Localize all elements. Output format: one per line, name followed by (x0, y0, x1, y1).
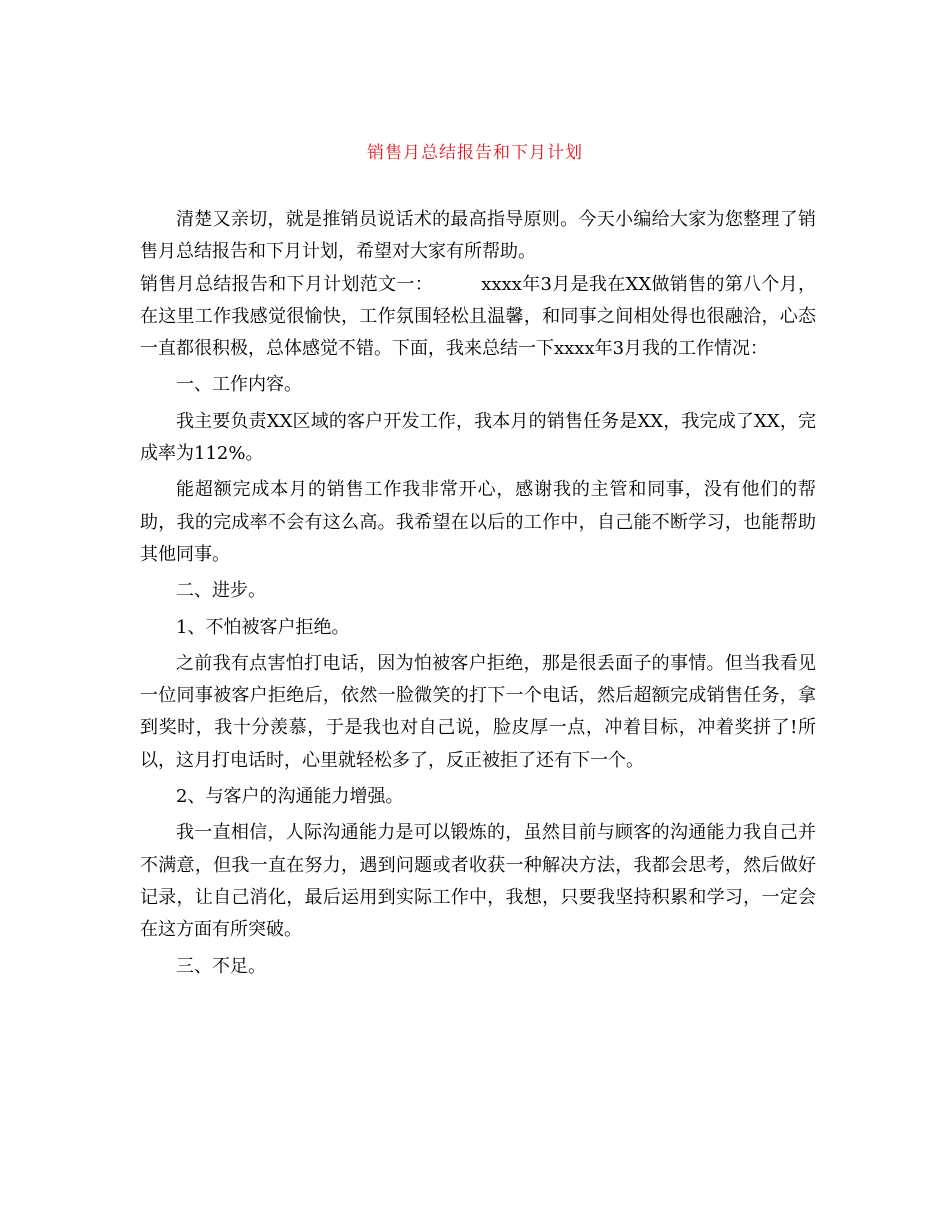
document-title: 销售月总结报告和下月计划 (367, 143, 583, 163)
paragraph-thanks: 能超额完成本月的销售工作我非常开心，感谢我的主管和同事，没有他们的帮助，我的完成率不会有这么高。我希望在以后的工作中，自己能不断学习，也能帮助其他同事。 (140, 479, 816, 565)
paragraph-not-afraid: 之前我有点害怕打电话，因为怕被客户拒绝，那是很丢面子的事情。但当我看见一位同事被客户拒绝后，依然一脸微笑的打下一个电话，然后超额完成销售任务，拿到奖时，我十分羡慕，于是我也对自己说，脸皮厚一点，冲着目标，冲着奖拼了!所以，这月打电话时，心里就轻松多了，反正被拒了还有下一个。 (140, 652, 816, 771)
paragraph-communication: 我一直相信，人际沟通能力是可以锻炼的，虽然目前与顾客的沟通能力我自己并不满意，但我一直在努力，遇到问题或者收获一种解决方法，我都会思考，然后做好记录，让自己消化，最后运用到实际工作中，我想，只要我坚持积累和学习，一定会在这方面有所突破。 (140, 822, 816, 941)
heading-work-content: 一、工作内容。 (176, 374, 302, 396)
subheading-not-afraid: 1、不怕被客户拒绝。 (176, 616, 350, 638)
document-body (140, 204, 816, 983)
heading-shortcomings: 三、不足。 (176, 955, 266, 977)
heading-progress: 二、进步。 (176, 580, 266, 602)
paragraph-work-content: 我主要负责XX区域的客户开发工作，我本月的销售任务是XX，我完成了XX，完成率为112%。 (140, 410, 816, 465)
subheading-communication: 2、与客户的沟通能力增强。 (176, 786, 404, 808)
paragraph-intro: 清楚又亲切，就是推销员说话术的最高指导原则。今天小编给大家为您整理了销售月总结报告和下月计划，希望对大家有所帮助。 (140, 209, 816, 263)
paragraph-sample-one: 销售月总结报告和下月计划范文一： xxxx年3月是我在XX做销售的第八个月，在这里工作我感觉很愉快，工作氛围轻松且温馨，和同事之间相处得也很融洽，心态一直都很积极，总体感觉不错。下面，我来总结一下xxxx年3月我的工作情况： (140, 273, 816, 360)
